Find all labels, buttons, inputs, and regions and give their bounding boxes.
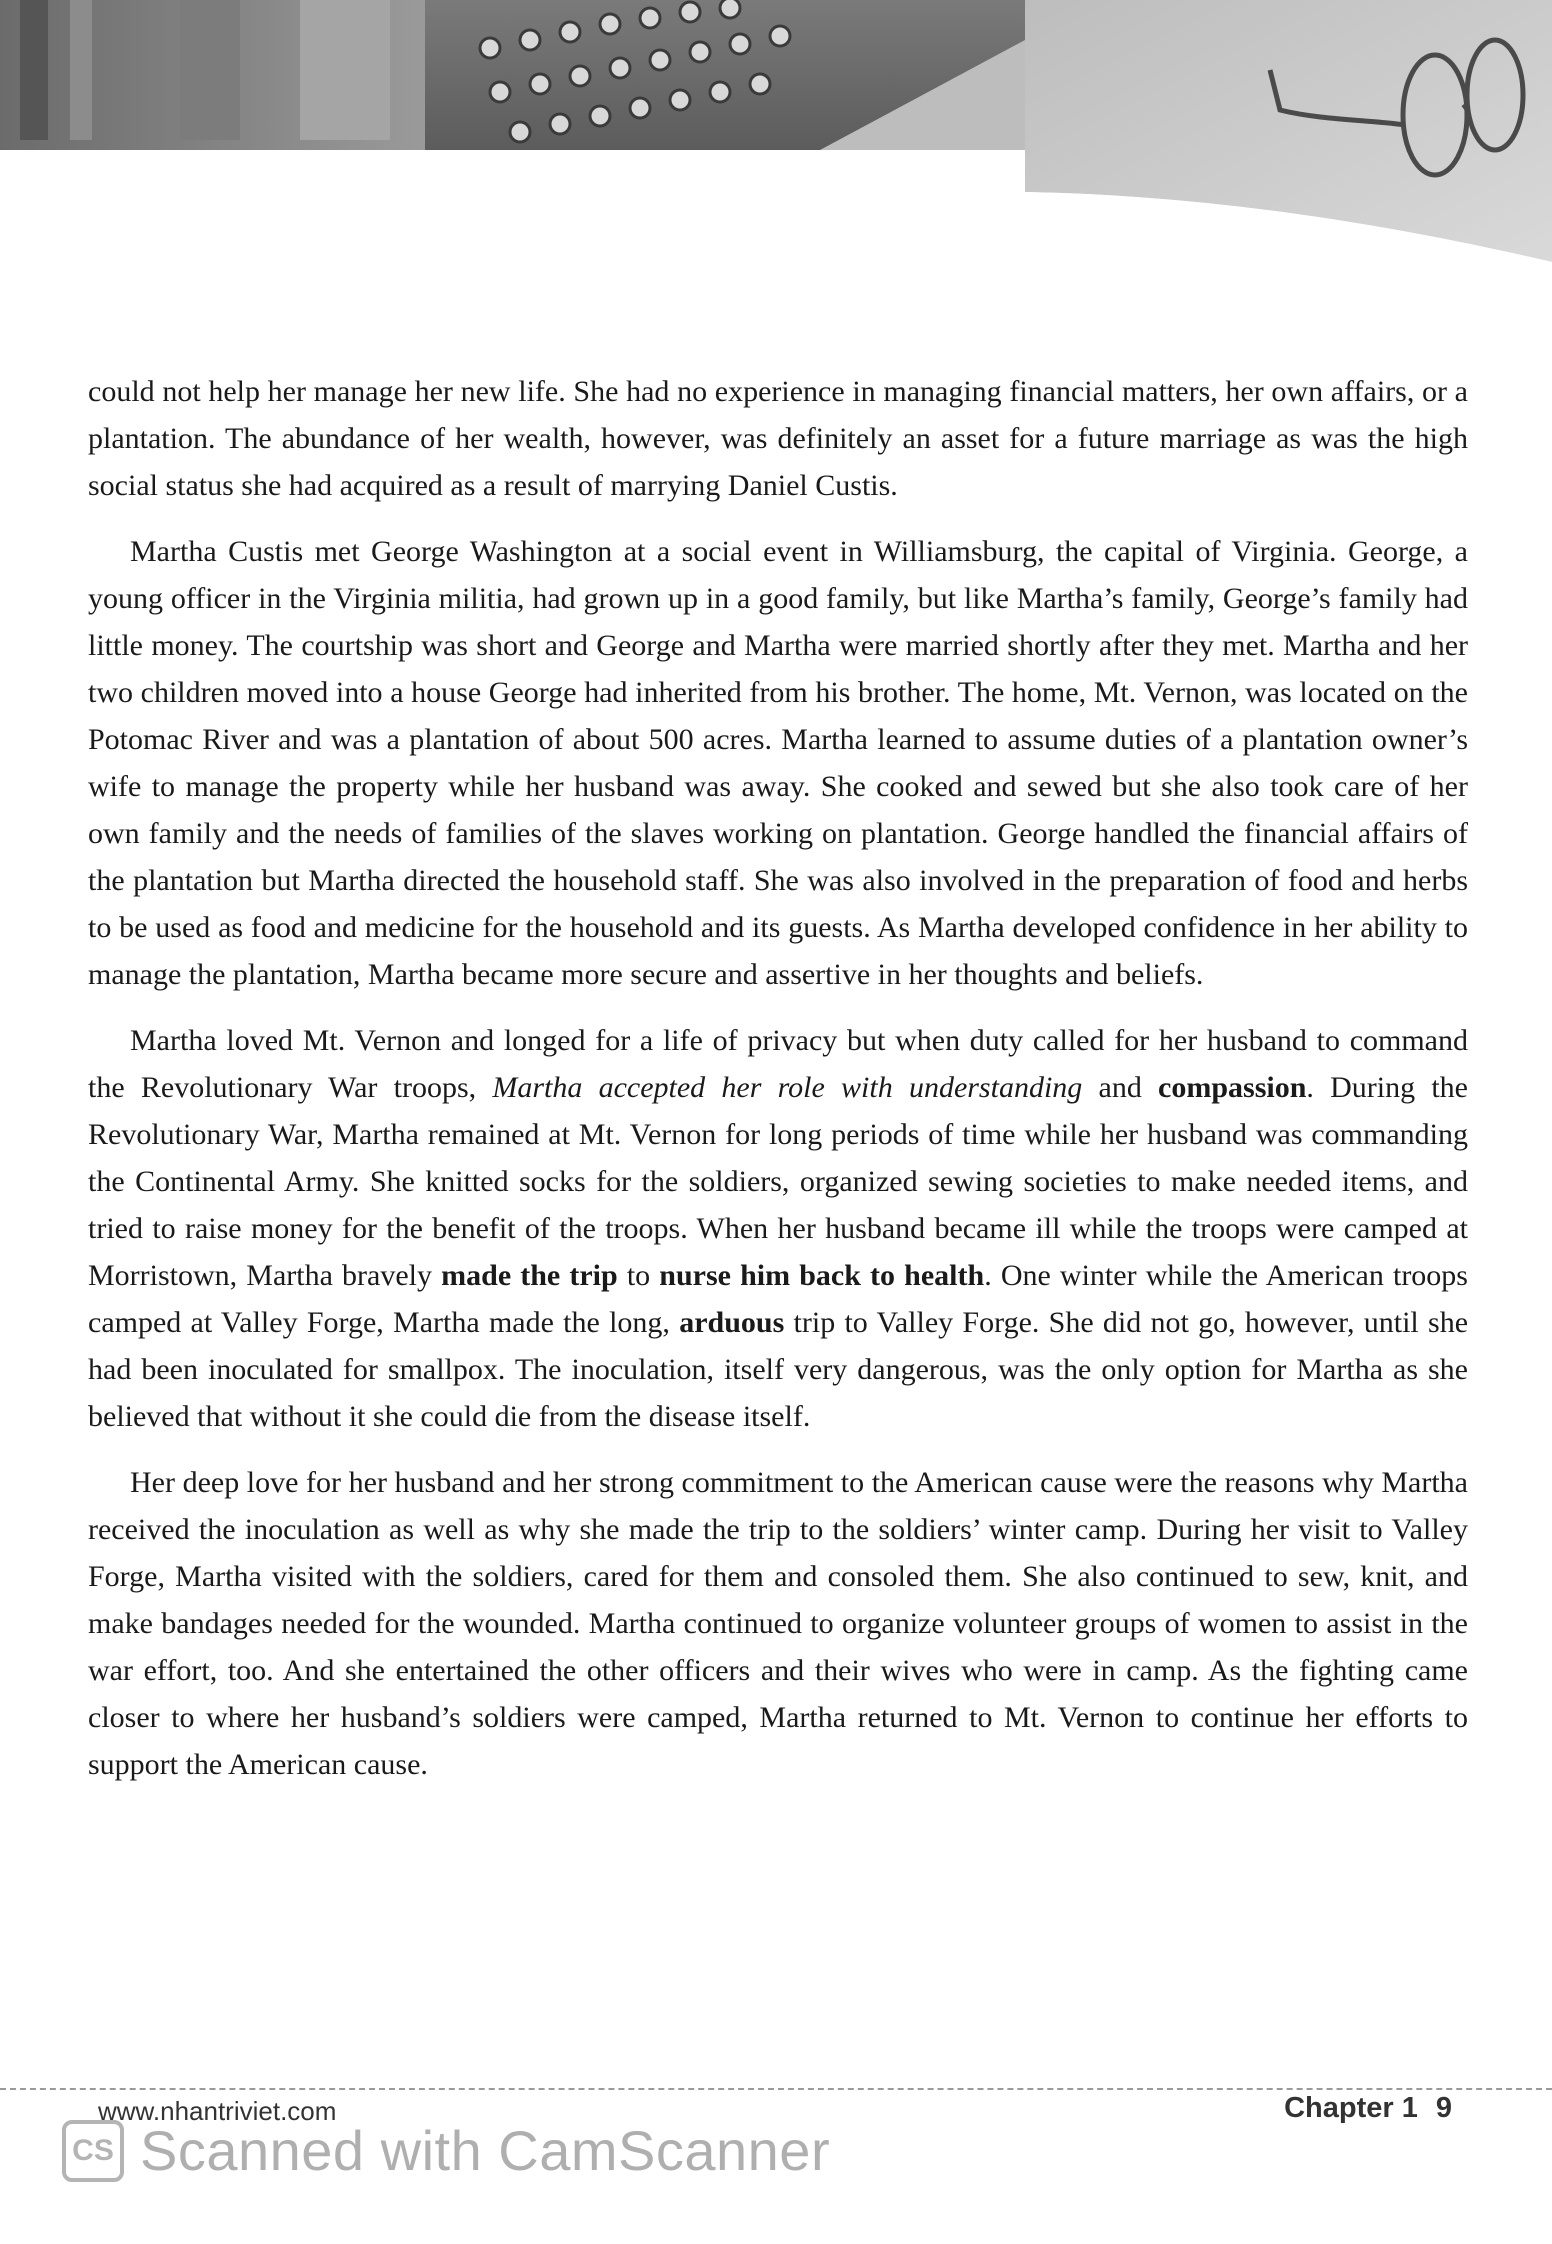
text-segment: Martha Custis met George Washington at a social event in Williamsburg, the capital of Virginia. George, a young officer in the Virginia militia, had grown up in a good family, but like Martha’s family, George’s family had little money. The courtship was short and George and Martha were married shortly after they met. Martha and her two children moved into a house George had inherited from his brother. The home, Mt. Vernon, was located on the Potomac River and was a plantation of about 500 acres. Martha learned to assume duties of a plantation owner’s wife to manage the property while her husband was away. She cooked and sewed but she also took care of her own family and the needs of families of the slaves working on plantation. George handled the financial affairs of the plantation but Martha directed the household staff. She was also involved in the preparation of food and herbs to be used as food and medicine for the household and its guests. As Martha developed confidence in her ability to manage the plantation, Martha became more secure and assertive in her thoughts and beliefs. xyxy=(88,535,1468,991)
text-segment: Her deep love for her husband and her strong commitment to the American cause were the reasons why Martha received the inoculation as well as why she made the trip to the soldiers’ winter camp. During her visit to Valley Forge, Martha visited with the soldiers, cared for them and consoled them. She also continued to sew, knit, and make bandages needed for the wounded. Martha continued to organize volunteer groups of women to assist in the war effort, too. And she entertained the other officers and their wives who were in camp. As the fighting came closer to where her husband’s soldiers were camped, Martha returned to Mt. Vernon to continue her efforts to support the American cause. xyxy=(88,1466,1468,1781)
article-body xyxy=(88,368,1468,1807)
camscanner-logo-icon: CS xyxy=(62,2120,124,2182)
paragraph-1 xyxy=(88,368,1468,509)
text-segment: Martha accepted her role with understanding xyxy=(492,1071,1083,1104)
text-segment: nurse him back to health xyxy=(659,1259,985,1292)
text-segment: to xyxy=(617,1259,660,1292)
paragraph-3 xyxy=(88,1017,1468,1440)
page-footer-chapter xyxy=(1284,2092,1452,2125)
page-number: 9 xyxy=(1435,2092,1452,2124)
publisher-url: www.nhantriviet.com xyxy=(98,2096,337,2126)
paragraph-2 xyxy=(88,528,1468,998)
text-segment: arduous xyxy=(679,1306,785,1339)
camscanner-watermark xyxy=(62,2118,830,2183)
header-photo-banner xyxy=(0,0,1552,300)
text-segment: . During the Revolutionary War, Martha remained at Mt. Vernon for long periods of time while her husband was commanding the Continental Army. She knitted socks for the soldiers, organized sewing societies to make needed items, and tried to raise money for the benefit of the troops. When her husband became ill while the troops were camped at Morristown, Martha bravely xyxy=(88,1071,1468,1292)
footer-divider xyxy=(0,2088,1552,2090)
paragraph-4 xyxy=(88,1459,1468,1788)
text-segment: and xyxy=(1082,1071,1159,1104)
watermark-text: Scanned with CamScanner xyxy=(140,2119,831,2182)
text-segment: . One winter while the American troops camped at Valley Forge, Martha made the long, xyxy=(88,1259,1468,1339)
text-segment: could not help her manage her new life. She had no experience in managing financial matters, her own affairs, or a plantation. The abundance of her wealth, however, was definitely an asset for a future marriage as was the high social status she had acquired as a result of marrying Daniel Custis. xyxy=(88,375,1468,502)
chapter-label: Chapter 1 xyxy=(1284,2092,1418,2124)
banner-illustration xyxy=(0,0,1552,300)
text-segment: compassion xyxy=(1158,1071,1307,1104)
text-segment: Martha loved Mt. Vernon and longed for a life of privacy but when duty called for her husband to command the Revolutionary War troops, xyxy=(88,1024,1468,1104)
text-segment: trip to Valley Forge. She did not go, however, until she had been inoculated for smallpox. The inoculation, itself very dangerous, was the only option for Martha as she believed that without it she could die from the disease itself. xyxy=(88,1306,1469,1433)
text-segment: made the trip xyxy=(441,1259,618,1292)
